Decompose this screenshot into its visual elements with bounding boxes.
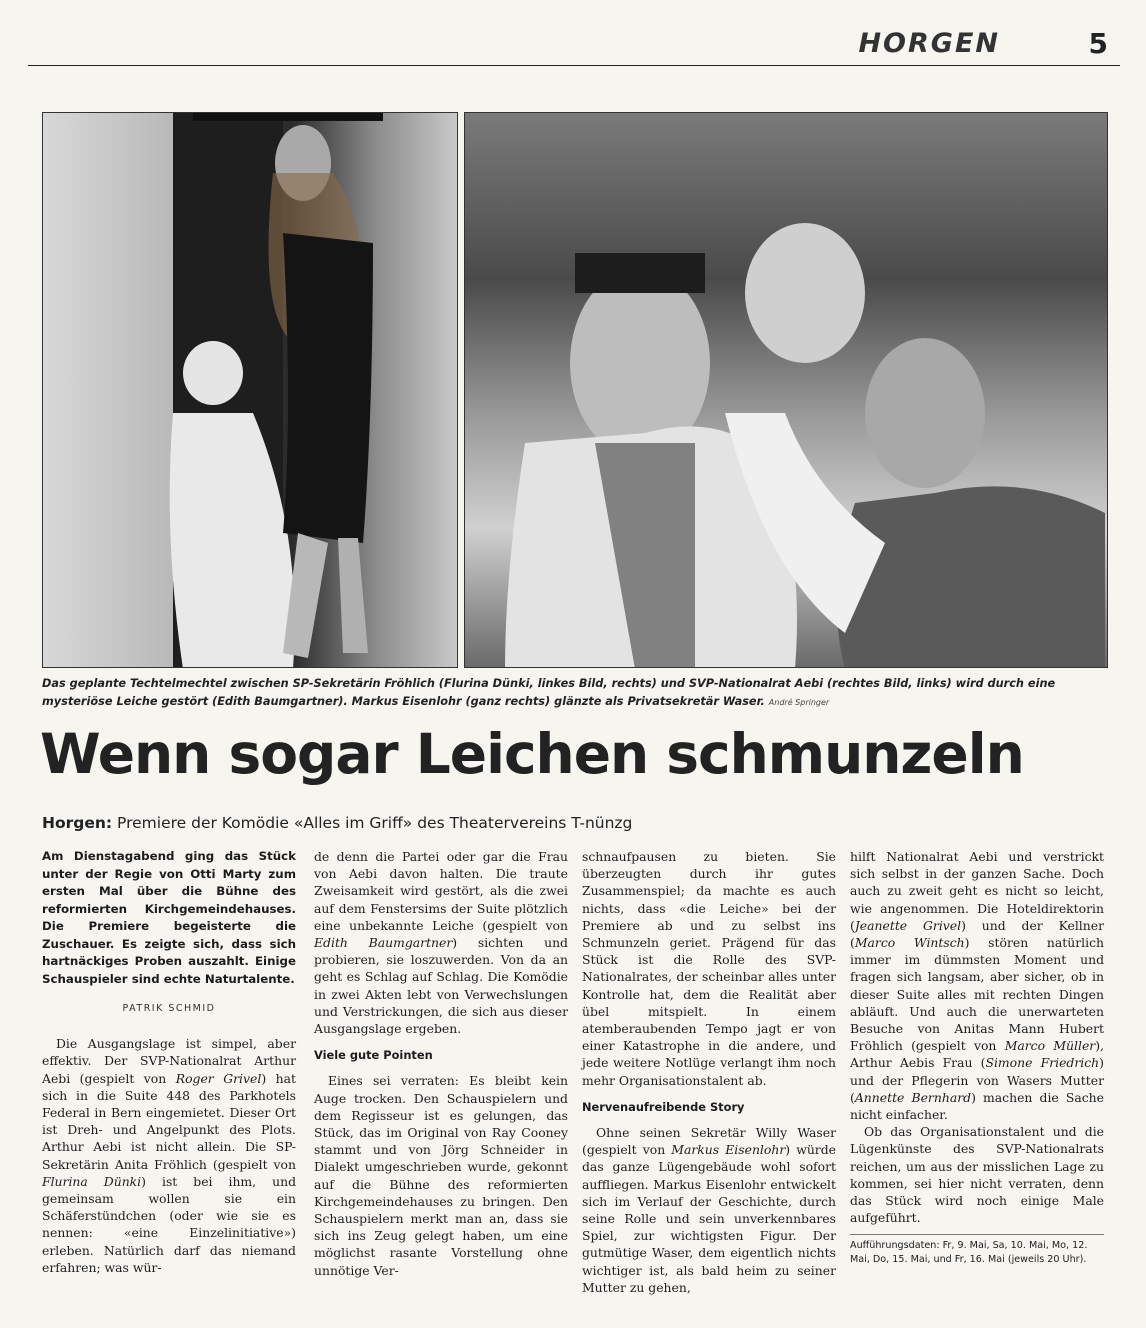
paragraph: schnaufpausen zu bieten. Sie überzeugten durch ihr gutes Zusammenspiel; da machte es auch nichts, dass «die Leiche» bei der Premiere ab und zu selbst ins Schmunzeln geriet. Prägend für das Stück ist die Rolle des SVP-Nationalrates, der scheinbar alles unter Kontrolle hat, dem die Realität aber übel mitspielt. In einem atemberaubenden Tempo jagt er von einer Katastrophe in die andere, und jede weitere Notlüge verlangt ihm noch mehr Organisationstalent ab. <box>582 849 836 1088</box>
article-column-4 <box>850 848 1104 1266</box>
headline: Wenn sogar Leichen schmunzeln <box>40 722 1024 786</box>
article-column-3 <box>582 848 836 1296</box>
text-run: de denn die Partei oder gar die Frau von Aebi davon halten. Die traute Zweisamkeit wird gestört, als die zwei auf dem Fenstersims der Suite plötzlich eine unbekannte Leiche (gespielt von <box>314 849 568 933</box>
subheadline <box>42 814 1122 832</box>
actor-name: Edith Baumgartner <box>314 935 453 951</box>
byline: PATRIK SCHMID <box>122 1003 216 1014</box>
text-run: ) machen die Sache nicht einfacher. <box>850 1089 1104 1123</box>
photo-left-figures <box>43 113 458 668</box>
text-run: ) und der Pflegerin von Wasers Mutter ( <box>850 1055 1104 1105</box>
paragraph <box>42 1035 296 1276</box>
actor-name: Roger Grivel <box>175 1070 262 1086</box>
text-run: Ohne seinen Sekretär Willy Waser (gespielt von <box>582 1125 836 1158</box>
actor-name: Markus Eisenlohr <box>671 1142 786 1158</box>
actor-name: Jeanette Grivel <box>854 917 962 933</box>
paragraph <box>582 1124 836 1296</box>
page-number: 5 <box>1088 27 1108 60</box>
paragraph <box>850 848 1104 1123</box>
text-run: ) und der Kellner ( <box>850 917 1104 951</box>
photo-right <box>464 112 1108 668</box>
paragraph <box>314 848 568 1037</box>
paragraph: Ob das Organisationstalent und die Lügenkünste des SVP-Nationalrats reichen, um aus der misslichen Lage zu kommen, sei hier nicht verraten, denn das Stück wird noch einige Male aufgeführt. <box>850 1124 1104 1226</box>
photo-left <box>42 112 458 668</box>
text-run: ) ist bei ihm, und gemeinsam wollen sie ein Schäferstündchen (oder wie sie es nennen: «eine Einzelinitiative») erleben. Natürlich darf das niemand erfahren; was wür- <box>42 1173 296 1275</box>
photo-credit: André Springer <box>768 698 830 707</box>
text-run: ), Arthur Aebis Frau ( <box>850 1038 1104 1071</box>
paragraph: Eines sei verraten: Es bleibt kein Auge trocken. Den Schauspielern und dem Regisseur ist es gelungen, das Stück, das im Original von Ray Cooney stammt und von Jörg Schneider in Dialekt umgeschrieben wurde, gekonnt auf die Bühne des reformierten Kirchgemeindehauses zu bringen. Den Schauspielern merkt man an, dass sie sich ins Zeug gelegt haben, um eine möglichst rasante Vorstellung ohne unnötige Ver- <box>314 1073 568 1278</box>
text-run: ) stören natürlich immer im dümmsten Moment und fragen sich langsam, aber sicher, ob in dieser Suite alles mit rechten Dingen abläuft. Und auch die unerwarteten Besuche von Anitas Mann Hubert Fröhlich (gespielt von <box>850 935 1104 1054</box>
section-title: HORGEN <box>858 28 1000 59</box>
text-run: ) würde das ganze Lügengebäude wohl sofort auffliegen. Markus Eisenlohr entwickelt sich im Verlauf der Geschichte, durch seine Rolle und sein unverkennbares Spiel, zur wichtigsten Figur. Der gutmütige Waser, dem eigentlich nichts wichtiger ist, als bald heim zu seiner Mutter zu gehen, <box>582 1142 836 1295</box>
article-column-2 <box>314 848 568 1279</box>
actor-name: Flurina Dünki <box>42 1173 142 1189</box>
actor-name: Simone Friedrich <box>985 1055 1100 1071</box>
subhead-text: Premiere der Komödie «Alles im Griff» des Theatervereins T-nünzg <box>112 814 633 832</box>
text-run: ) hat sich in die Suite 448 des Parkhotels Federal in Bern eingemietet. Dieser Ort ist Dreh- und Angelpunkt des Plots. Arthur Aebi ist nicht allein. Die SP-Sekretärin Anita Fröhlich (gespielt von <box>42 1070 296 1172</box>
actor-name: Marco Müller <box>1004 1038 1096 1054</box>
subhead-place: Horgen: <box>42 814 113 832</box>
page-header <box>28 28 1120 66</box>
text-run: hilft Nationalrat Aebi und verstrickt sich selbst in der ganzen Sache. Doch auch zu zweit geht es nicht so leicht, wie angenommen. Die Hoteldirektorin ( <box>850 849 1104 933</box>
article-column-1 <box>42 848 296 1276</box>
article-lead: Am Dienstagabend ging das Stück unter der Regie von Otti Marty zum ersten Mal über die Bühne des reformierten Kirchgemeindehauses. Die Premiere begeisterte die Zuschauer. Es zeigte sich, dass sich hartnäckiges Proben auszahlt. Einige Schauspieler sind echte Naturtalente. <box>42 849 296 986</box>
caption-text: Das geplante Techtelmechtel zwischen SP-Sekretärin Fröhlich (Flurina Dünki, linkes Bild, rechts) und SVP-Nationalrat Aebi (rechtes Bild, links) wird durch eine mysteriöse Leiche gestört (Edith Baumgartner). Markus Eisenlohr (ganz rechts) glänzte als Privatsekretär Waser. <box>42 677 1056 708</box>
section-subheading: Viele gute Pointen <box>314 1048 433 1063</box>
actor-name: Annette Bernhard <box>854 1089 972 1105</box>
photo-caption <box>42 675 1102 712</box>
performance-dates: Aufführungsdaten: Fr, 9. Mai, Sa, 10. Mai, Mo, 12. Mai, Do, 15. Mai, und Fr, 16. Mai (jeweils 20 Uhr). <box>850 1234 1104 1266</box>
photo-right-figures <box>465 113 1108 668</box>
section-subheading: Nervenaufreibende Story <box>582 1099 745 1114</box>
actor-name: Marco Wintsch <box>854 935 965 951</box>
text-run: ) sichten und probieren, sie loszuwerden. Von da an geht es Schlag auf Schlag. Die Komödie in zwei Akten lebt von Verwechslungen und Verstrickungen, die sich aus dieser Ausgangslage ergeben. <box>314 935 568 1037</box>
text-run: Die Ausgangslage ist simpel, aber effektiv. Der SVP-Nationalrat Arthur Aebi (gespielt von <box>42 1036 296 1086</box>
